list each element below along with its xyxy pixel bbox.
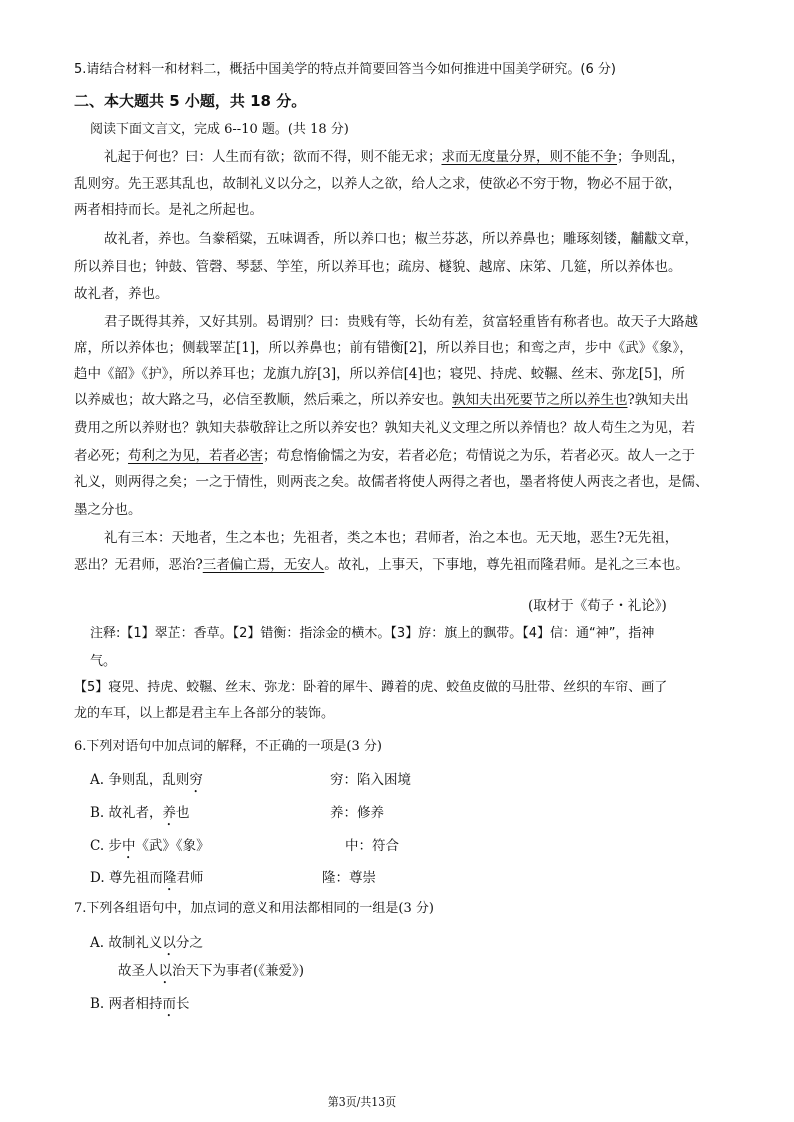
note-line: 气。 bbox=[90, 654, 117, 669]
dotted-word: 穷 bbox=[189, 772, 203, 788]
passage-line: 者必死；苟利之为见，若者必害；苟怠惰偷懦之为安，若者必危；苟情说之为乐，若者必灭。故人一之于 bbox=[74, 448, 695, 464]
option-b-explanation: 养：修养 bbox=[330, 805, 384, 821]
source-citation: (取材于《荀子・礼论》) bbox=[528, 598, 667, 614]
option-a-line-1: A. 故制礼义以分之 bbox=[90, 935, 203, 951]
dotted-word: 隆 bbox=[162, 870, 177, 886]
passage-line: 故礼者，养也。 bbox=[74, 286, 169, 302]
option-d-explanation: 隆：尊崇 bbox=[322, 870, 376, 886]
option-b: B. 故礼者，养也 bbox=[90, 805, 190, 821]
passage-line: 费用之所以养财也？孰知夫恭敬辞让之所以养安也？孰知夫礼义文理之所以养情也？故人苟生之为见，若 bbox=[74, 420, 695, 436]
passage-line: 以养威也；故大路之马，必信至教顺，然后乘之，所以养安也。孰知夫出死要节之所以养生也?孰知夫出 bbox=[74, 392, 689, 408]
option-c-explanation: 中：符合 bbox=[345, 838, 399, 854]
dotted-word: 养 bbox=[162, 805, 177, 821]
dotted-word: 以 bbox=[162, 935, 176, 951]
underlined-sentence: 三者偏亡焉，无安人 bbox=[202, 557, 325, 573]
passage-line: 礼义，则两得之矣；一之于情性，则两丧之矣。故儒者将使人两得之者也，墨者将使人两丧之者也，是儒、 bbox=[74, 474, 709, 490]
option-a-explanation: 穷：陷入困境 bbox=[330, 772, 411, 788]
option-d: D. 尊先祖而隆君师 bbox=[90, 870, 204, 886]
option-b-line-1: B. 两者相持而长 bbox=[90, 996, 190, 1012]
underlined-sentence: 苟利之为见，若者必害 bbox=[128, 448, 263, 464]
passage-line: 两者相持而长。是礼之所起也。 bbox=[74, 202, 263, 218]
passage-line: 恶出？无君师，恶治?三者偏亡焉，无安人。故礼，上事天，下事地，尊先祖而隆君师。是礼之三本也。 bbox=[74, 557, 689, 573]
passage-line: 君子既得其养，又好其别。曷谓别？曰：贵贱有等，长幼有差，贫富轻重皆有称者也。故天子大路越 bbox=[104, 314, 698, 330]
section-heading: 二、本大题共 5 小题，共 18 分。 bbox=[74, 92, 307, 110]
option-a-line-2: 故圣人以治天下为事者(《兼爱》) bbox=[118, 963, 305, 979]
page-number: 第3页/共13页 bbox=[327, 1095, 397, 1109]
underlined-sentence: 求而无度量分界，则不能不争 bbox=[441, 149, 617, 165]
question-stem: 6.下列对语句中加点词的解释，不正确的一项是(3 分) bbox=[74, 739, 382, 754]
passage-line: 所以养目也；钟鼓、管磬、琴瑟、竽笙，所以养耳也；疏房、檖貌、越席、床笫、几筵，所以养体也。 bbox=[74, 259, 682, 275]
dotted-word: 以 bbox=[158, 963, 172, 979]
passage-line: 礼有三本：天地者，生之本也；先祖者，类之本也；君师者，治之本也。无天地，恶生?无先祖， bbox=[104, 530, 679, 546]
option-a: A. 争则乱，乱则穷 bbox=[90, 772, 203, 788]
question-stem: 7.下列各组语句中，加点词的意义和用法都相同的一组是(3 分) bbox=[74, 901, 434, 916]
passage-line: 席，所以养体也；侧载睪芷[1]，所以养鼻也；前有错衡[2]，所以养目也；和鸾之声，步中《武》《象》， bbox=[74, 340, 693, 356]
note-line: 龙的车耳，以上都是君主车上各部分的装饰。 bbox=[74, 706, 335, 721]
option-c: C. 步中《武》《象》 bbox=[90, 838, 210, 854]
passage-line: 墨之分也。 bbox=[74, 502, 142, 518]
question-5: 5.请结合材料一和材料二，概括中国美学的特点并简要回答当今如何推进中国美学研究。(6 分) bbox=[74, 62, 616, 77]
dotted-word: 中 bbox=[121, 838, 136, 854]
passage-line: 故礼者，养也。刍豢稻粱，五味调香，所以养口也；椒兰芬苾，所以养鼻也；雕琢刻镂，黼黻文章， bbox=[104, 231, 698, 247]
passage-line: 礼起于何也？曰：人生而有欲；欲而不得，则不能无求；求而无度量分界，则不能不争；争则乱， bbox=[104, 149, 685, 165]
passage-line: 趋中《韶》《护》，所以养耳也；龙旗九斿[3]，所以养信[4]也；寝兕、持虎、蛟韅、丝末、弥龙[5]，所 bbox=[74, 366, 685, 382]
note-line: 【5】寝兕、持虎、蛟韅、丝末、弥龙：卧着的犀牛、蹲着的虎、蛟鱼皮做的马肚带、丝织的车帘、画了 bbox=[74, 680, 668, 695]
underlined-sentence: 孰知夫出死要节之所以养生也 bbox=[452, 392, 628, 408]
reading-instructions: 阅读下面文言文，完成 6--10 题。(共 18 分) bbox=[90, 122, 349, 137]
passage-line: 乱则穷。先王恶其乱也，故制礼义以分之，以养人之欲，给人之求，使欲必不穷于物，物必不屈于欲， bbox=[74, 176, 682, 192]
dotted-word: 而 bbox=[162, 996, 177, 1012]
note-line: 注释:【1】翠芷：香草。【2】错衡：指涂金的横木。【3】斿：旗上的飘带。【4】信：通“神”，指神 bbox=[90, 626, 655, 641]
